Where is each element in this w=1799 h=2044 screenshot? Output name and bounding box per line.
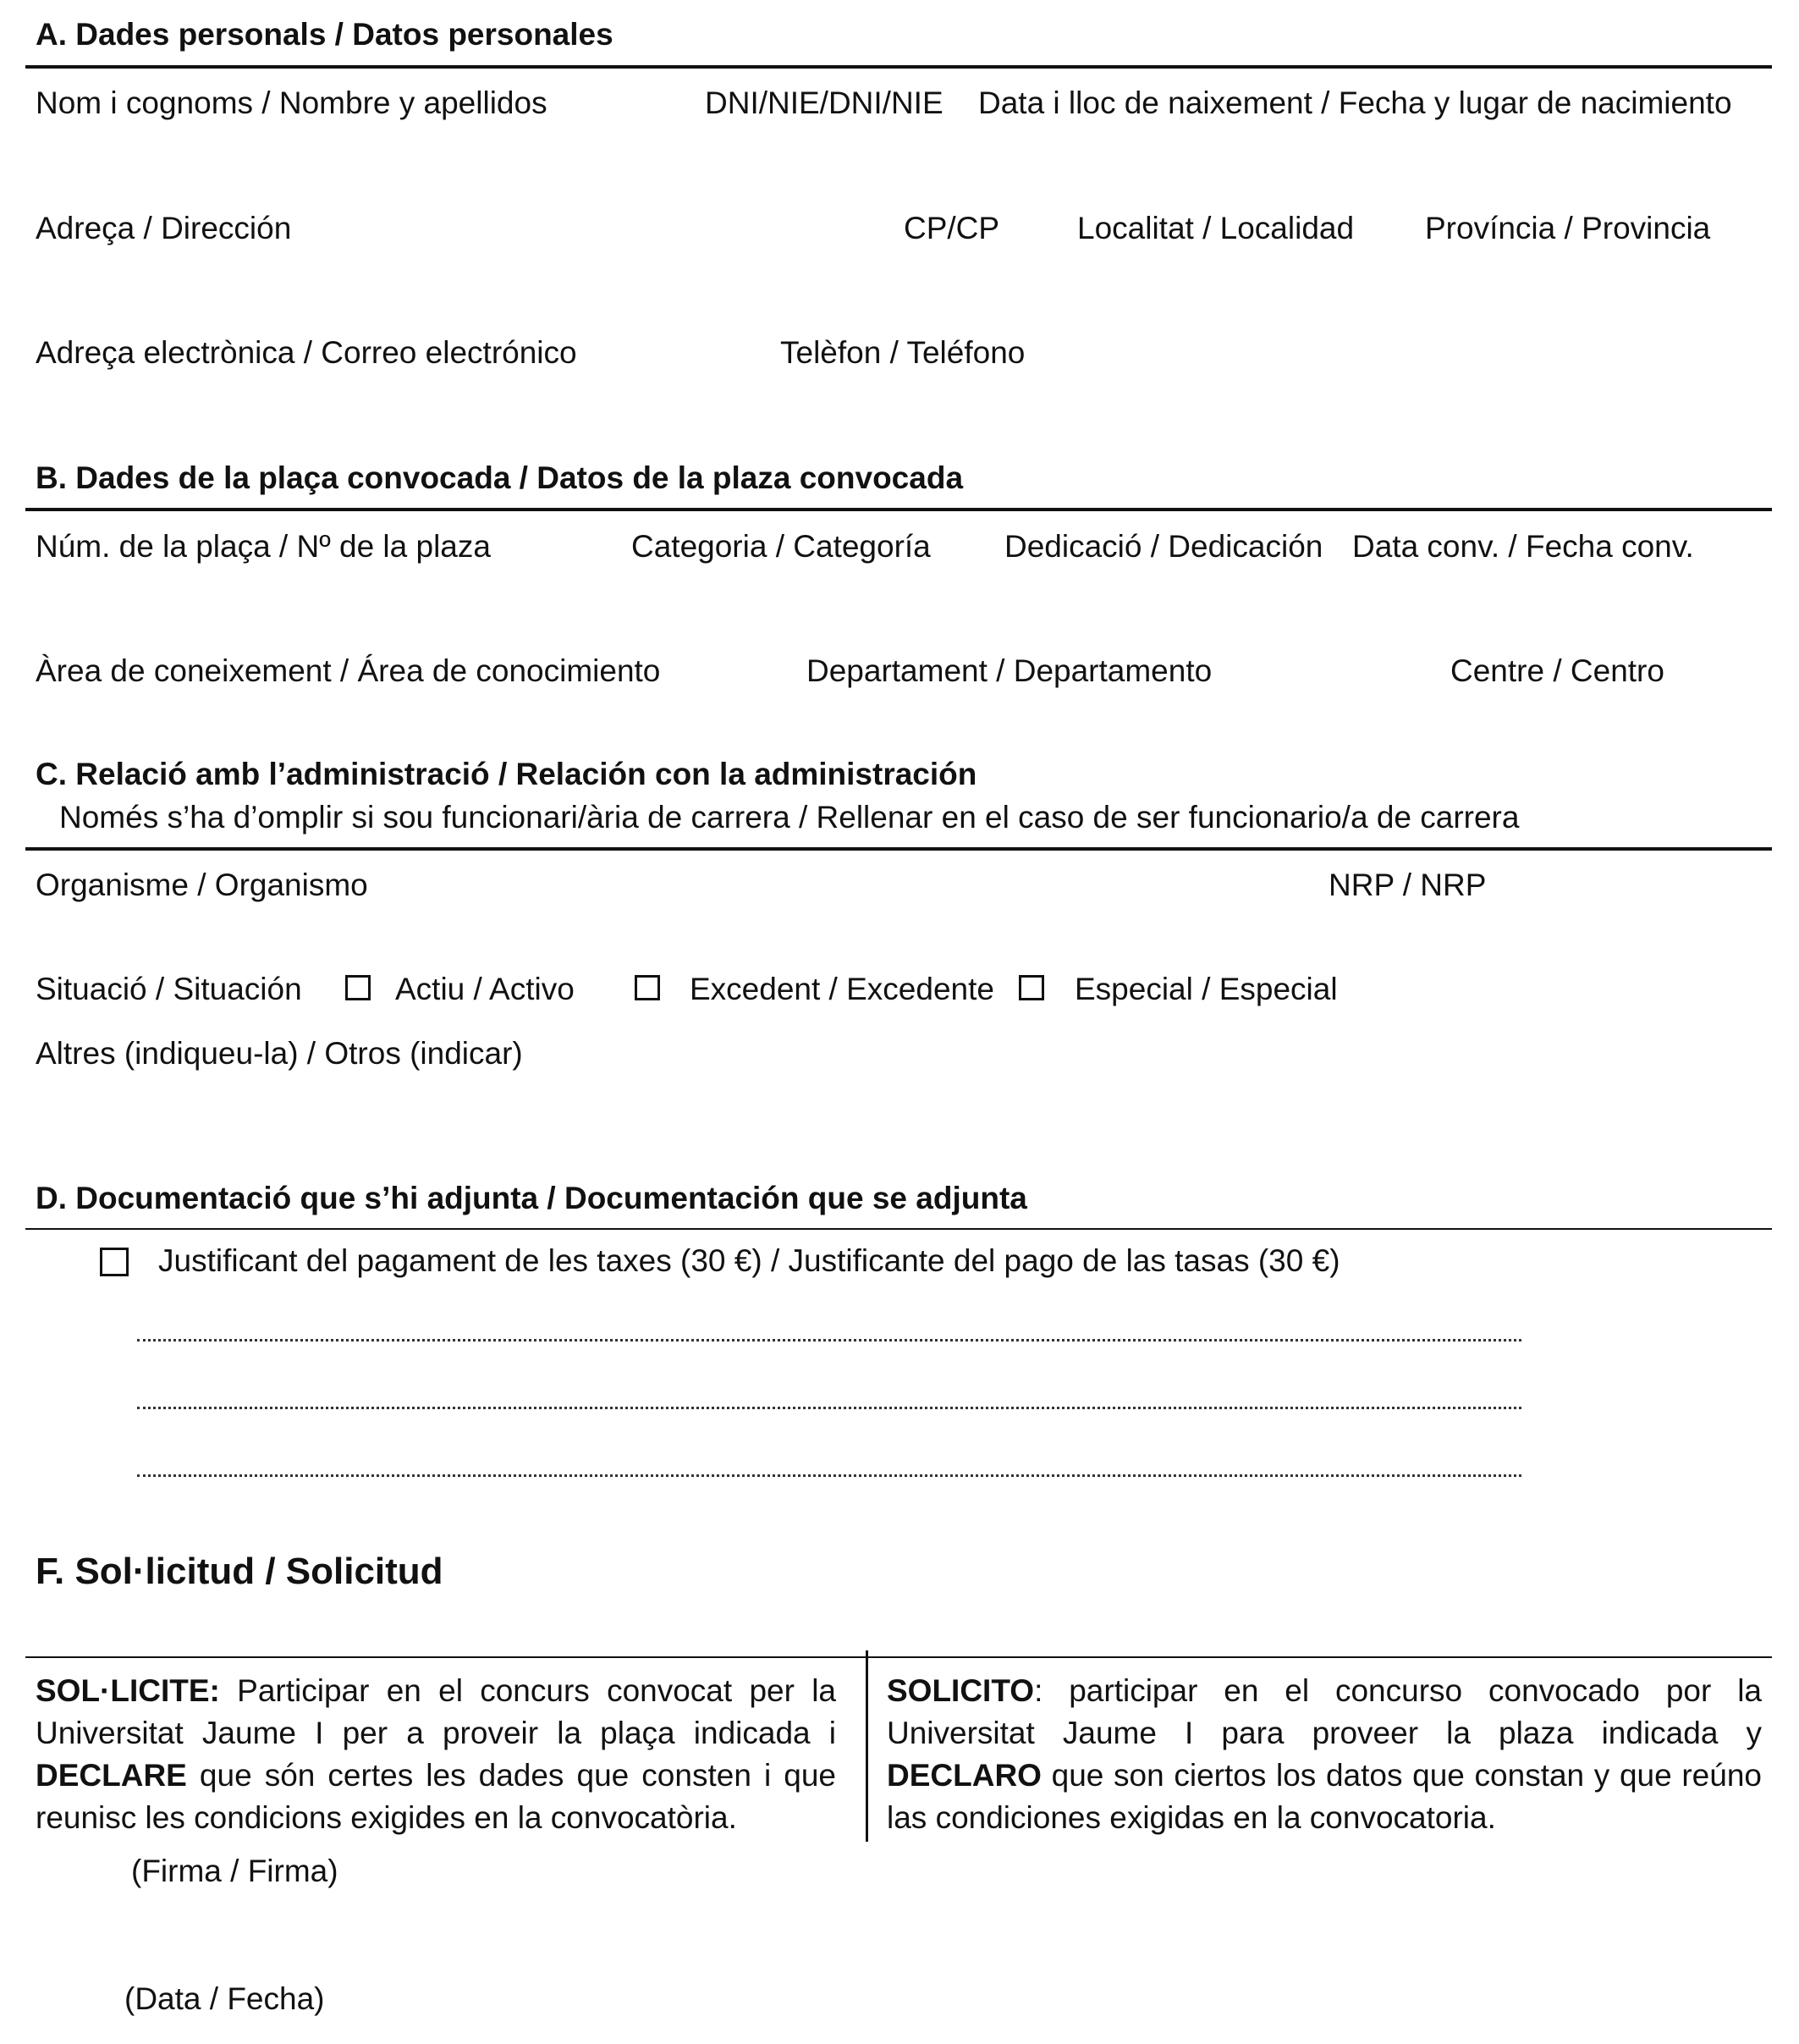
nrp-label: NRP / NRP — [1329, 868, 1487, 902]
section-b-heading: B. Dades de la plaça convocada / Datos de la plaza convocada — [36, 460, 964, 495]
special-checkbox[interactable] — [1019, 975, 1044, 1000]
centre-label: Centre / Centro — [1450, 653, 1664, 688]
request-catalan-verb: SOL·LICITE: — [36, 1673, 220, 1708]
section-d-heading: D. Documentació que s’hi adjunta / Documentación que se adjunta — [36, 1181, 1027, 1215]
department-label: Departament / Departamento — [806, 653, 1213, 688]
request-catalan-text-2: que són certes les dades que consten i que reunisc les condicions exigides en la convocatòria. — [36, 1758, 836, 1835]
section-a-heading: A. Dades personals / Datos personales — [36, 17, 613, 52]
request-spanish-verb: SOLICITO — [887, 1673, 1035, 1708]
situation-label: Situació / Situación — [36, 972, 302, 1006]
others-label: Altres (indiqueu-la) / Otros (indicar) — [36, 1036, 523, 1071]
birth-label: Data i lloc de naixement / Fecha y lugar de nacimiento — [978, 85, 1732, 120]
surplus-option-label: Excedent / Excedente — [690, 972, 994, 1006]
declare-catalan-verb: DECLARE — [36, 1758, 187, 1793]
section-b-rule — [25, 508, 1772, 511]
declare-spanish-verb: DECLARO — [887, 1758, 1042, 1793]
dni-label: DNI/NIE/DNI/NIE — [705, 85, 944, 120]
column-divider — [866, 1650, 868, 1842]
signature-label: (Firma / Firma) — [131, 1854, 338, 1888]
section-c-rule — [25, 847, 1772, 851]
document-line-1[interactable] — [137, 1339, 1521, 1342]
phone-label: Telèfon / Teléfono — [780, 335, 1026, 370]
section-f-heading: F. Sol·licitud / Solicitud — [36, 1551, 443, 1592]
request-catalan — [36, 1670, 836, 1839]
request-spanish-text-2: que son ciertos los datos que constan y que reúno las condiciones exigidas en la convocatoria. — [887, 1758, 1762, 1835]
request-catalan-text-1: Participar en el concurs convocat per la Universitat Jaume I per a proveir la plaça indicada i — [36, 1673, 836, 1750]
conv-date-label: Data conv. / Fecha conv. — [1352, 529, 1694, 564]
cp-label: CP/CP — [904, 211, 1000, 245]
email-label: Adreça electrònica / Correo electrónico — [36, 335, 577, 370]
fee-label: Justificant del pagament de les taxes (30 €) / Justificante del pago de las tasas (30 €) — [158, 1243, 1340, 1278]
special-option-label: Especial / Especial — [1075, 972, 1338, 1006]
place-number-label: Núm. de la plaça / Nº de la plaza — [36, 529, 491, 564]
document-line-2[interactable] — [137, 1407, 1521, 1409]
organism-label: Organisme / Organismo — [36, 868, 368, 902]
category-label: Categoria / Categoría — [631, 529, 931, 564]
section-f-rule — [25, 1656, 1772, 1658]
section-d-rule — [25, 1228, 1772, 1230]
section-a-rule — [25, 65, 1772, 69]
section-c-note: Només s’ha d’omplir si sou funcionari/ària de carrera / Rellenar en el caso de ser funcionario/a de carrera — [59, 800, 1520, 835]
surplus-checkbox[interactable] — [635, 975, 660, 1000]
document-line-3[interactable] — [137, 1474, 1521, 1477]
dedication-label: Dedicació / Dedicación — [1004, 529, 1323, 564]
active-option-label: Actiu / Activo — [395, 972, 575, 1006]
fee-checkbox[interactable] — [100, 1248, 129, 1276]
name-label: Nom i cognoms / Nombre y apellidos — [36, 85, 547, 120]
request-spanish-text-1: : participar en el concurso convocado por la Universitat Jaume I para proveer la plaza indicada y — [887, 1673, 1762, 1750]
active-checkbox[interactable] — [345, 975, 371, 1000]
section-c-heading: C. Relació amb l’administració / Relación con la administración — [36, 757, 977, 791]
date-label: (Data / Fecha) — [124, 1981, 325, 2016]
locality-label: Localitat / Localidad — [1077, 211, 1355, 245]
province-label: Província / Provincia — [1425, 211, 1711, 245]
request-spanish — [887, 1670, 1762, 1839]
address-label: Adreça / Dirección — [36, 211, 292, 245]
area-label: Àrea de coneixement / Área de conocimiento — [36, 653, 661, 688]
